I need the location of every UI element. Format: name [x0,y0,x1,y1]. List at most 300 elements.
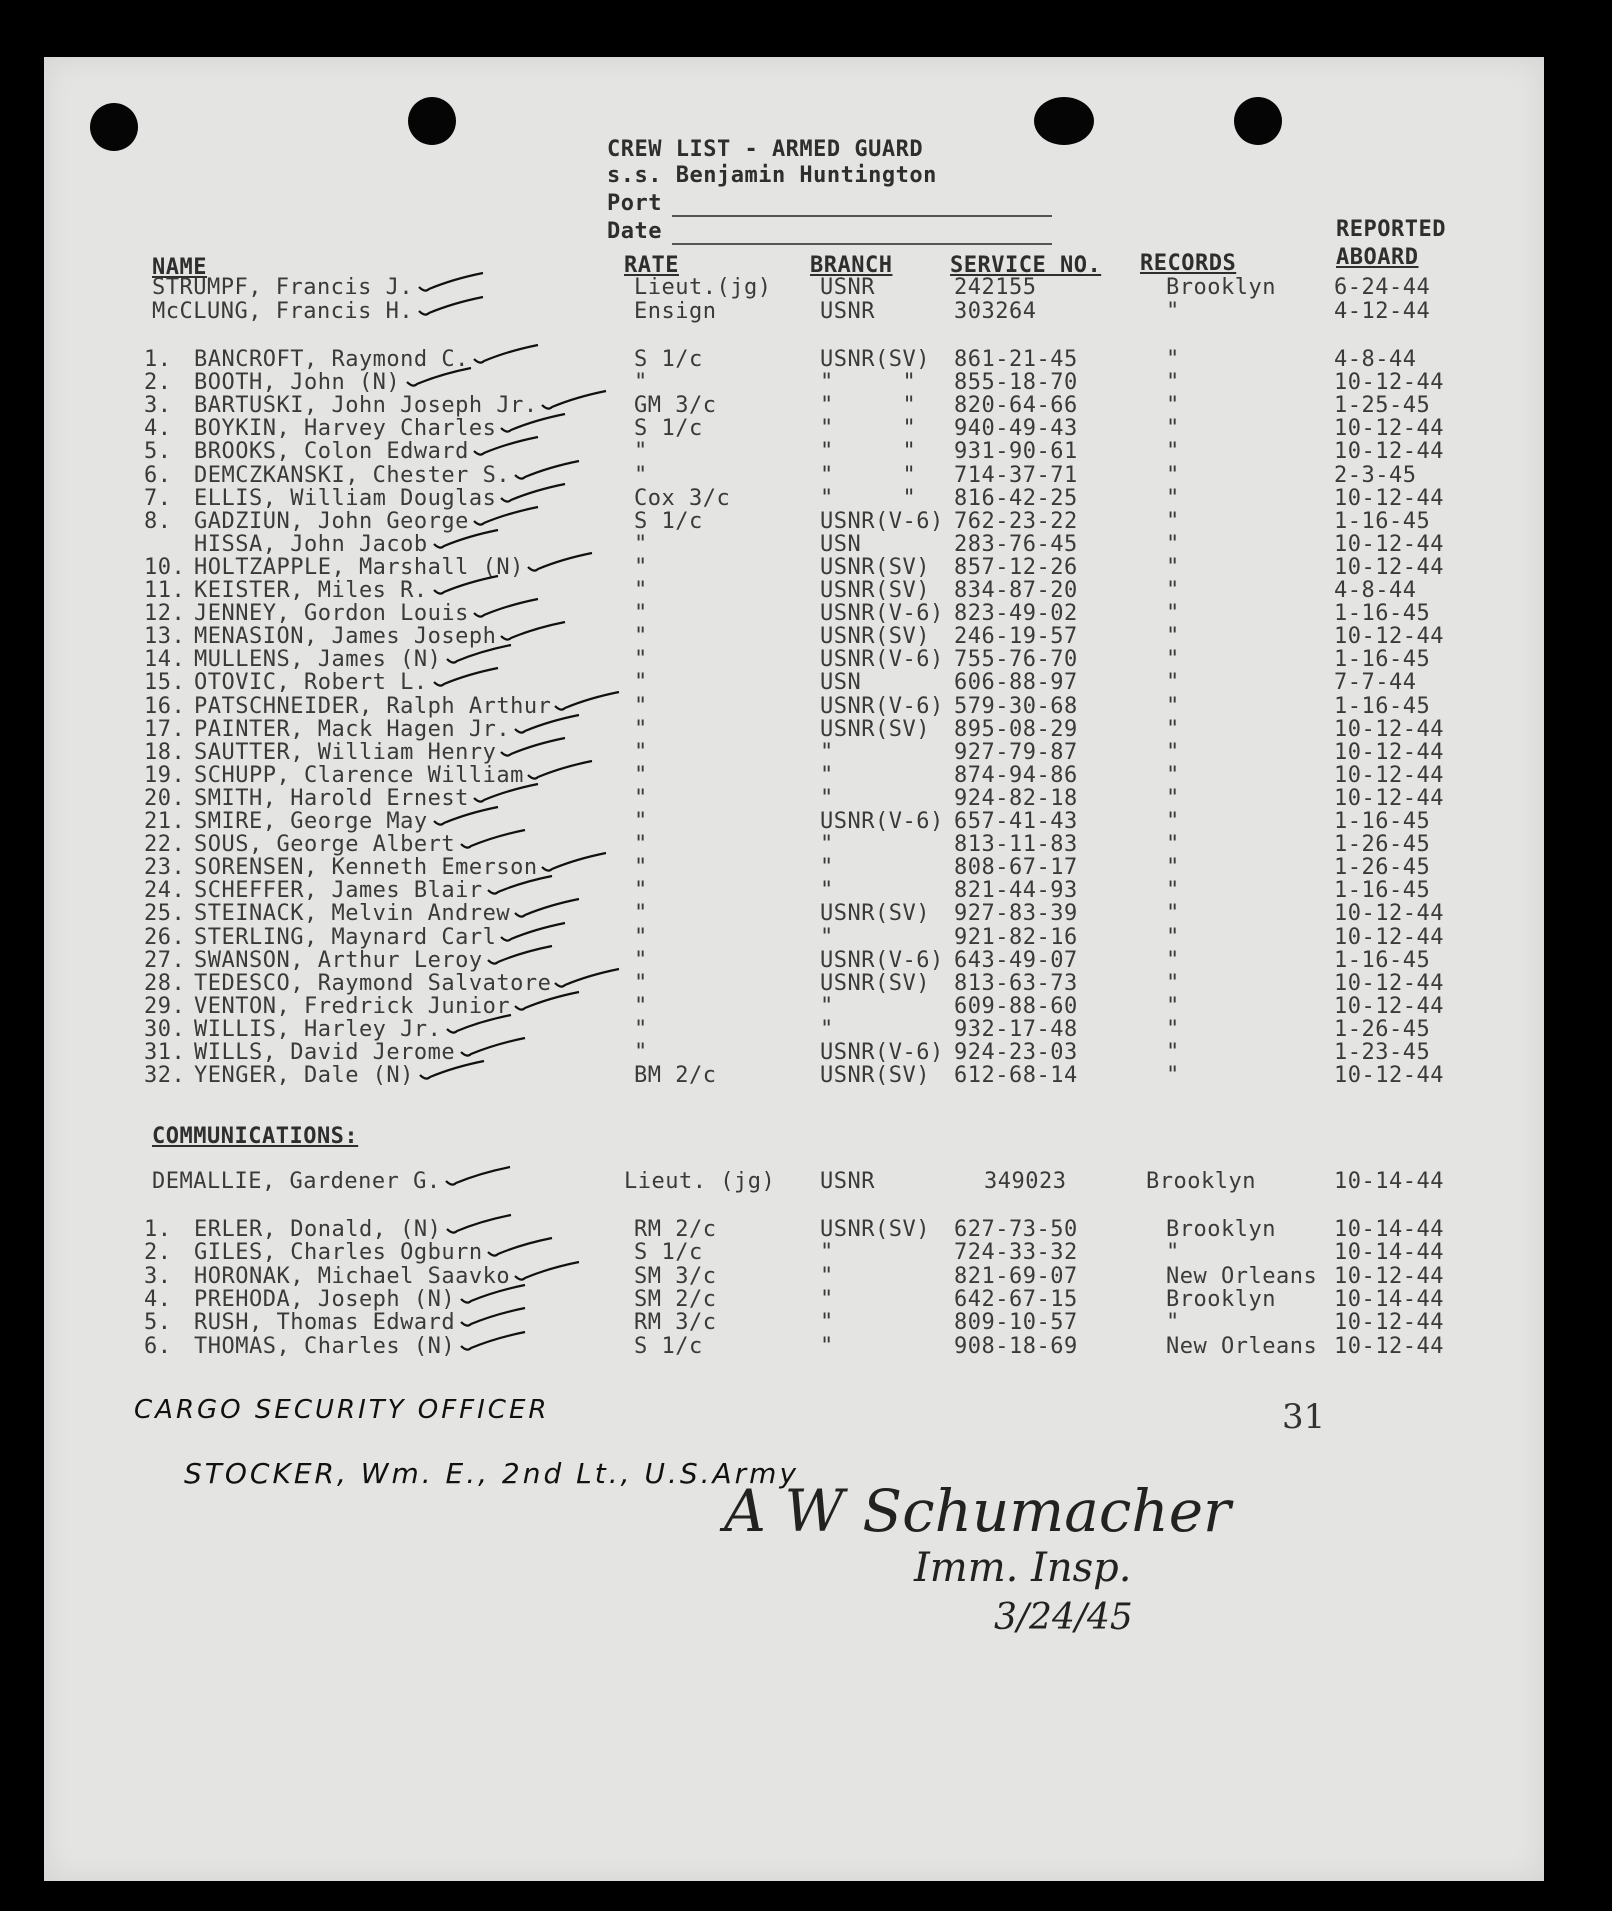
check-mark-icon [513,990,583,1014]
col-rate: RATE [624,253,679,278]
crew-branch: USNR(SV) [820,1217,930,1242]
check-mark-icon [459,1330,529,1354]
crew-name: SOUS, George Albert [194,832,456,858]
check-mark-icon [499,921,569,945]
crew-service-number: 657-41-43 [954,809,1078,834]
crew-reported-aboard: 1-23-45 [1334,1040,1431,1065]
crew-rate: S 1/c [634,347,703,372]
crew-reported-aboard: 10-12-44 [1334,370,1444,396]
crew-service-number: 246-19-57 [954,624,1078,650]
crew-service-number: 931-90-61 [954,439,1078,465]
crew-reported-aboard: 10-12-44 [1334,531,1444,557]
check-mark-icon [472,435,542,459]
check-mark-icon [459,1036,529,1060]
crew-service-number: 908-18-69 [954,1333,1078,1359]
crew-service-number: 627-73-50 [954,1217,1078,1242]
crew-name: ELLIS, William Douglas [194,485,497,511]
row-number: 27. [144,947,186,973]
crew-service-number: 813-63-73 [954,970,1078,996]
crew-branch: USNR(V-6) [820,601,944,627]
crew-rate: RM 2/c [634,1217,717,1242]
row-number: 2. [144,370,172,396]
crew-rate: " [634,762,648,788]
crew-name: BOYKIN, Harvey Charles [194,416,497,442]
row-number: 5. [144,439,172,465]
crew-name: STEINACK, Melvin Andrew [194,901,511,927]
crew-records: " [1166,416,1180,442]
crew-records: " [1166,762,1180,788]
crew-records: " [1166,855,1180,881]
crew-rate: Lieut. (jg) [624,1169,776,1194]
crew-reported-aboard: 1-26-45 [1334,1016,1431,1042]
crew-name: OTOVIC, Robert L. [194,670,428,696]
crew-records: Brooklyn [1146,1169,1256,1194]
crew-branch: USNR(SV) [820,554,930,580]
crew-branch: " " [820,393,917,419]
check-mark-icon [486,944,556,968]
crew-records: " [1166,739,1180,765]
row-number: 20. [144,785,186,811]
crew-name: VENTON, Fredrick Junior [194,993,511,1019]
crew-rate: Cox 3/c [634,485,731,511]
row-number: 11. [144,578,186,603]
crew-branch: USNR(SV) [820,901,930,927]
crew-service-number: 303264 [954,299,1037,324]
crew-service-number: 809-10-57 [954,1310,1078,1336]
punch-hole [408,97,456,145]
crew-records: " [1166,578,1180,603]
crew-records: Brooklyn [1166,1286,1276,1312]
col-reported-bottom: ABOARD [1336,245,1419,270]
check-mark-icon [499,736,569,760]
crew-service-number: 724-33-32 [954,1240,1078,1266]
check-mark-icon [499,482,569,506]
crew-rate: " [634,1016,648,1042]
row-number: 16. [144,693,186,719]
crew-name: BROOKS, Colon Edward [194,439,469,465]
crew-service-number: 714-37-71 [954,462,1078,488]
row-number: 17. [144,716,186,742]
crew-name: STERLING, Maynard Carl [194,924,497,950]
crew-records: " [1166,693,1180,719]
crew-service-number: 855-18-70 [954,370,1078,396]
check-mark-icon [513,897,583,921]
crew-branch: USNR(V-6) [820,508,944,534]
check-mark-icon [417,271,487,295]
row-number: 14. [144,647,186,673]
row-number: 28. [144,970,186,996]
check-mark-icon [486,874,556,898]
crew-service-number: 834-87-20 [954,578,1078,603]
crew-service-number: 927-83-39 [954,901,1078,927]
crew-rate: " [634,693,648,719]
crew-reported-aboard: 10-12-44 [1334,785,1444,811]
crew-reported-aboard: 10-12-44 [1334,1263,1444,1289]
crew-branch: USNR(V-6) [820,693,944,719]
crew-records: " [1166,809,1180,834]
punch-hole [90,103,138,151]
crew-name: HORONAK, Michael Saavko [194,1263,511,1289]
crew-reported-aboard: 10-12-44 [1334,970,1444,996]
crew-service-number: 821-44-93 [954,878,1078,904]
page-number: 31 [1282,1397,1326,1437]
crew-service-number: 921-82-16 [954,924,1078,950]
crew-rate: " [634,924,648,950]
crew-branch: " [820,1240,834,1266]
crew-name: JENNEY, Gordon Louis [194,601,469,627]
date-label: Date [607,219,662,244]
row-number: 7. [144,485,172,511]
crew-rate: " [634,716,648,742]
check-mark-icon [405,366,475,390]
crew-branch: " [820,739,834,765]
crew-name: MULLENS, James (N) [194,647,442,673]
inspector-title: Imm. Insp. [914,1545,1132,1591]
row-number: 29. [144,993,186,1019]
crew-reported-aboard: 1-26-45 [1334,832,1431,858]
crew-reported-aboard: 10-12-44 [1334,1310,1444,1336]
check-mark-icon [445,1013,515,1037]
crew-reported-aboard: 10-12-44 [1334,554,1444,580]
crew-reported-aboard: 4-12-44 [1334,299,1431,324]
crew-branch: USNR(SV) [820,716,930,742]
crew-name: DEMALLIE, Gardener G. [152,1169,441,1194]
communications-heading: COMMUNICATIONS: [152,1124,359,1149]
crew-name: HOLTZAPPLE, Marshall (N) [194,554,524,580]
crew-rate: " [634,878,648,904]
crew-rate: S 1/c [634,416,703,442]
crew-rate: " [634,785,648,811]
crew-branch: " [820,1263,834,1289]
inspector-signature: A W Schumacher [724,1477,1231,1545]
check-mark-icon [459,1306,529,1330]
crew-records: Brooklyn [1166,275,1276,300]
crew-records: " [1166,1310,1180,1336]
crew-branch: USNR(SV) [820,1063,930,1089]
crew-branch: USNR [820,275,875,300]
crew-service-number: 579-30-68 [954,693,1078,719]
crew-branch: " [820,924,834,950]
crew-reported-aboard: 10-12-44 [1334,716,1444,742]
check-mark-icon [459,1283,529,1307]
crew-reported-aboard: 4-8-44 [1334,578,1417,603]
port-label: Port [607,191,662,216]
crew-name: KEISTER, Miles R. [194,578,428,603]
crew-records: " [1166,878,1180,904]
row-number: 19. [144,762,186,788]
crew-name: STRUMPF, Francis J. [152,275,414,300]
crew-records: " [1166,462,1180,488]
crew-service-number: 808-67-17 [954,855,1078,881]
crew-records: " [1166,601,1180,627]
check-mark-icon [513,713,583,737]
crew-rate: " [634,855,648,881]
crew-reported-aboard: 7-7-44 [1334,670,1417,696]
crew-records: " [1166,647,1180,673]
crew-branch: USN [820,670,862,696]
cargo-officer-name: STOCKER, Wm. E., 2nd Lt., U.S.Army [184,1457,800,1490]
crew-rate: S 1/c [634,1240,703,1266]
row-number: 23. [144,855,186,881]
crew-reported-aboard: 10-12-44 [1334,762,1444,788]
crew-branch: " [820,762,834,788]
crew-records: " [1166,716,1180,742]
check-mark-icon [526,759,596,783]
check-mark-icon [499,412,569,436]
crew-branch: USNR(V-6) [820,947,944,973]
crew-branch: USNR [820,1169,875,1194]
crew-service-number: 813-11-83 [954,832,1078,858]
crew-service-number: 643-49-07 [954,947,1078,973]
check-mark-icon [486,1236,556,1260]
crew-name: SCHUPP, Clarence William [194,762,524,788]
crew-rate: " [634,901,648,927]
crew-records: " [1166,1240,1180,1266]
crew-name: BOOTH, John (N) [194,370,401,396]
crew-branch: " " [820,439,917,465]
check-mark-icon [499,620,569,644]
crew-service-number: 932-17-48 [954,1016,1078,1042]
crew-branch: " [820,1310,834,1336]
crew-reported-aboard: 2-3-45 [1334,462,1417,488]
row-number: 15. [144,670,186,696]
check-mark-icon [553,690,623,714]
crew-reported-aboard: 10-12-44 [1334,1333,1444,1359]
check-mark-icon [418,1059,488,1083]
crew-rate: SM 2/c [634,1286,717,1312]
row-number: 6. [144,1333,172,1359]
crew-reported-aboard: 1-16-45 [1334,878,1431,904]
crew-rate: RM 3/c [634,1310,717,1336]
cargo-officer-title: CARGO SECURITY OFFICER [134,1395,550,1425]
crew-reported-aboard: 10-14-44 [1334,1240,1444,1266]
crew-branch: " [820,1016,834,1042]
crew-branch: USNR(SV) [820,624,930,650]
row-number: 5. [144,1310,172,1336]
crew-records: " [1166,785,1180,811]
check-mark-icon [432,574,502,598]
crew-service-number: 861-21-45 [954,347,1078,372]
crew-branch: " [820,1286,834,1312]
crew-service-number: 820-64-66 [954,393,1078,419]
check-mark-icon [445,643,515,667]
check-mark-icon [432,805,502,829]
crew-name: MENASION, James Joseph [194,624,497,650]
crew-service-number: 924-82-18 [954,785,1078,811]
crew-name: PATSCHNEIDER, Ralph Arthur [194,693,552,719]
crew-reported-aboard: 10-12-44 [1334,485,1444,511]
crew-reported-aboard: 6-24-44 [1334,275,1431,300]
crew-branch: " [820,993,834,1019]
row-number: 21. [144,809,186,834]
crew-name: TEDESCO, Raymond Salvatore [194,970,552,996]
crew-name: SCHEFFER, James Blair [194,878,483,904]
crew-records: " [1166,1063,1180,1089]
crew-reported-aboard: 1-16-45 [1334,508,1431,534]
crew-records: New Orleans [1166,1263,1318,1289]
punch-hole [1034,97,1094,145]
crew-records: " [1166,993,1180,1019]
row-number: 18. [144,739,186,765]
crew-records: " [1166,508,1180,534]
crew-rate: BM 2/c [634,1063,717,1089]
crew-rate: SM 3/c [634,1263,717,1289]
crew-reported-aboard: 1-16-45 [1334,601,1431,627]
crew-records: " [1166,554,1180,580]
crew-name: PAINTER, Mack Hagen Jr. [194,716,511,742]
crew-reported-aboard: 10-12-44 [1334,901,1444,927]
crew-rate: " [634,554,648,580]
crew-rate: S 1/c [634,508,703,534]
crew-rate: " [634,578,648,603]
crew-branch: USNR(SV) [820,347,930,372]
crew-name: McCLUNG, Francis H. [152,299,414,324]
crew-name: PREHODA, Joseph (N) [194,1286,456,1312]
crew-reported-aboard: 10-14-44 [1334,1286,1444,1312]
check-mark-icon [432,666,502,690]
crew-rate: " [634,462,648,488]
crew-name: SWANSON, Arthur Leroy [194,947,483,973]
crew-service-number: 755-76-70 [954,647,1078,673]
check-mark-icon [540,851,610,875]
crew-service-number: 895-08-29 [954,716,1078,742]
col-service: SERVICE NO. [950,253,1102,278]
crew-branch: " [820,832,834,858]
ship-name: s.s. Benjamin Huntington [607,163,937,188]
check-mark-icon [526,551,596,575]
row-number: 25. [144,901,186,927]
crew-service-number: 940-49-43 [954,416,1078,442]
crew-records: " [1166,832,1180,858]
check-mark-icon [553,967,623,991]
crew-reported-aboard: 1-16-45 [1334,809,1431,834]
crew-rate: S 1/c [634,1333,703,1359]
crew-rate: " [634,1040,648,1065]
crew-records: Brooklyn [1166,1217,1276,1242]
crew-records: " [1166,347,1180,372]
crew-records: " [1166,624,1180,650]
row-number: 1. [144,1217,172,1242]
crew-name: YENGER, Dale (N) [194,1063,414,1089]
row-number: 10. [144,554,186,580]
col-branch: BRANCH [810,253,893,278]
crew-records: " [1166,393,1180,419]
crew-records: " [1166,299,1180,324]
crew-service-number: 821-69-07 [954,1263,1078,1289]
crew-name: WILLS, David Jerome [194,1040,456,1065]
crew-name: WILLIS, Harley Jr. [194,1016,442,1042]
crew-rate: " [634,624,648,650]
crew-branch: USNR(V-6) [820,1040,944,1065]
crew-service-number: 606-88-97 [954,670,1078,696]
crew-records: " [1166,970,1180,996]
crew-branch: USNR(V-6) [820,647,944,673]
crew-service-number: 642-67-15 [954,1286,1078,1312]
crew-reported-aboard: 10-12-44 [1334,1063,1444,1089]
crew-branch: USNR(SV) [820,578,930,603]
row-number: 6. [144,462,172,488]
crew-name: SORENSEN, Kenneth Emerson [194,855,538,881]
crew-reported-aboard: 10-14-44 [1334,1169,1444,1194]
crew-records: " [1166,901,1180,927]
crew-records: New Orleans [1166,1333,1318,1359]
crew-rate: " [634,947,648,973]
crew-records: " [1166,1016,1180,1042]
crew-service-number: 612-68-14 [954,1063,1078,1089]
row-number: 4. [144,1286,172,1312]
crew-branch: " " [820,416,917,442]
col-records: RECORDS [1140,251,1237,276]
check-mark-icon [513,1260,583,1284]
crew-branch: " " [820,462,917,488]
check-mark-icon [513,459,583,483]
crew-reported-aboard: 10-12-44 [1334,439,1444,465]
check-mark-icon [472,343,542,367]
crew-name: DEMCZKANSKI, Chester S. [194,462,511,488]
port-line [672,215,1052,217]
crew-service-number: 283-76-45 [954,531,1078,557]
crew-service-number: 762-23-22 [954,508,1078,534]
crew-service-number: 924-23-03 [954,1040,1078,1065]
crew-name: SMIRE, George May [194,809,428,834]
crew-rate: Ensign [634,299,717,324]
crew-reported-aboard: 10-12-44 [1334,416,1444,442]
crew-rate: " [634,993,648,1019]
crew-rate: " [634,601,648,627]
crew-rate: " [634,970,648,996]
crew-branch: " [820,855,834,881]
crew-branch: USNR(SV) [820,970,930,996]
crew-reported-aboard: 1-16-45 [1334,947,1431,973]
crew-name: HISSA, John Jacob [194,531,428,557]
crew-service-number: 823-49-02 [954,601,1078,627]
crew-records: " [1166,670,1180,696]
crew-rate: " [634,439,648,465]
row-number: 4. [144,416,172,442]
crew-rate: " [634,739,648,765]
crew-reported-aboard: 1-26-45 [1334,855,1431,881]
crew-service-number: 857-12-26 [954,554,1078,580]
crew-name: ERLER, Donald, (N) [194,1217,442,1242]
crew-rate: " [634,647,648,673]
crew-service-number: 349023 [984,1169,1067,1194]
crew-service-number: 874-94-86 [954,762,1078,788]
row-number: 12. [144,601,186,627]
check-mark-icon [417,295,487,319]
row-number: 1. [144,347,172,372]
crew-reported-aboard: 1-16-45 [1334,647,1431,673]
row-number: 13. [144,624,186,650]
crew-reported-aboard: 10-12-44 [1334,993,1444,1019]
row-number: 24. [144,878,186,904]
crew-records: " [1166,531,1180,557]
crew-records: " [1166,924,1180,950]
check-mark-icon [472,505,542,529]
crew-branch: " [820,785,834,811]
crew-service-number: 927-79-87 [954,739,1078,765]
row-number: 8. [144,508,172,534]
crew-rate: " [634,809,648,834]
row-number: 30. [144,1016,186,1042]
crew-records: " [1166,947,1180,973]
crew-branch: USNR(V-6) [820,809,944,834]
crew-reported-aboard: 4-8-44 [1334,347,1417,372]
crew-name: SAUTTER, William Henry [194,739,497,765]
crew-branch: USNR [820,299,875,324]
check-mark-icon [459,828,529,852]
crew-rate: " [634,670,648,696]
check-mark-icon [432,528,502,552]
